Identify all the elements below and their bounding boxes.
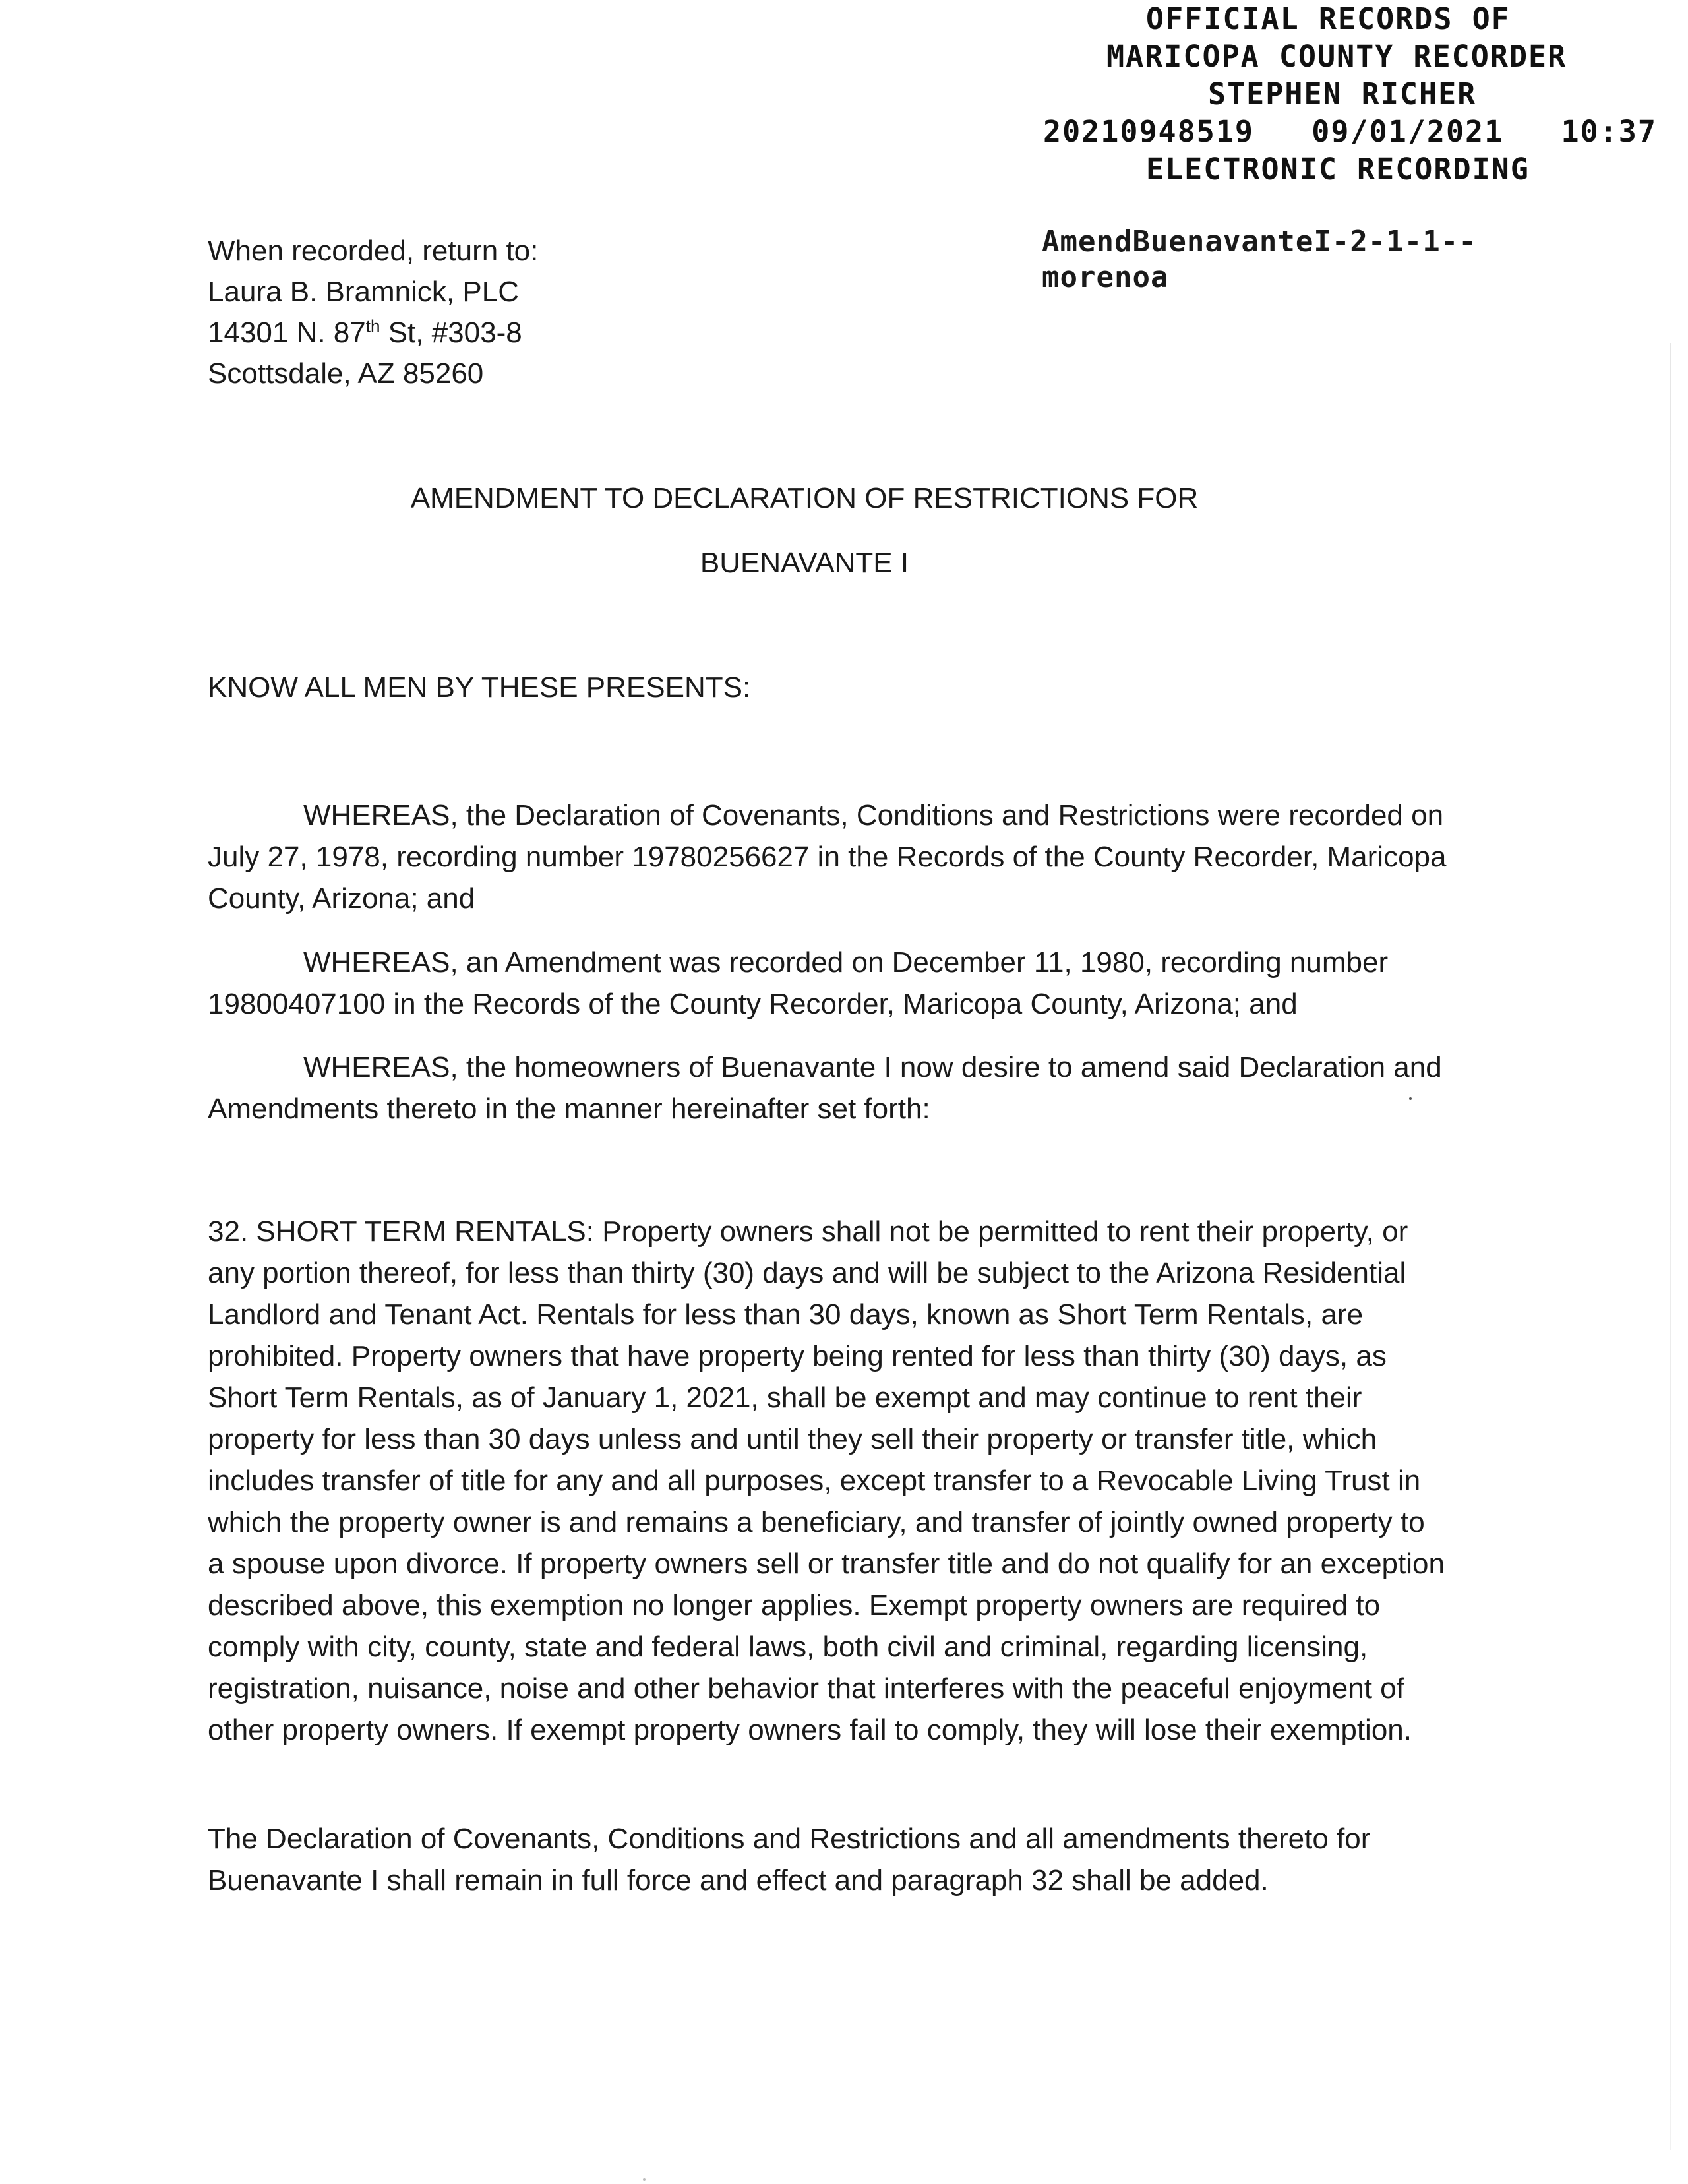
return-name: Laura B. Bramnick, PLC: [208, 276, 519, 308]
whereas-paragraph-1: WHEREAS, the Declaration of Covenants, Conditions and Restrictions were recorded on July 27, 1978, recording number 19780256627 in the Records of the County Recorder, Maricopa County, Arizona; and: [208, 799, 1447, 915]
stamp-line-recording-number-date: 20210948519 09/01/2021 10:37: [1043, 114, 1657, 149]
preamble: KNOW ALL MEN BY THESE PRESENTS:: [208, 671, 751, 704]
recorder-stamp: [1015, 0, 1688, 188]
doc-code-line-1: AmendBuenavanteI-2-1-1--: [1042, 225, 1477, 258]
document-subtitle: BUENAVANTE I: [700, 547, 909, 579]
return-city: Scottsdale, AZ 85260: [208, 357, 484, 390]
document-code: [1042, 224, 1635, 295]
scan-speck: [643, 2178, 646, 2181]
return-address-prefix: 14301 N. 87: [208, 317, 366, 349]
whereas-paragraph-2: WHEREAS, an Amendment was recorded on December 11, 1980, recording number 19800407100 in the Records of the County Recorder, Maricopa County, Arizona; and: [208, 946, 1389, 1020]
stamp-line-recorder-name: STEPHEN RICHER: [1208, 76, 1477, 111]
stamp-line-electronic-recording: ELECTRONIC RECORDING: [1146, 152, 1530, 187]
return-address-sup: th: [365, 316, 380, 336]
doc-code-line-2: morenoa: [1042, 260, 1169, 294]
section-32-paragraph: 32. SHORT TERM RENTALS: Property owners shall not be permitted to rent their property, or any portion thereof, for less than thirty (30) days and will be subject to the Arizona Residential Landlord and Tenant Act. Rentals for less than 30 days, known as Short Term Rentals, are prohibited. Property owners that have property being rented for less than thirty (30) days, as Short Term Rentals, as of January 1, 2021, shall be exempt and may continue to rent their property for less than 30 days unless and until they sell their property or transfer title, which includes transfer of title for any and all purposes, except transfer to a Revocable Living Trust in which the property owner is and remains a beneficiary, and transfer of jointly owned property to a spouse upon divorce. If property owners sell or transfer title and do not qualify for an exception described above, this exemption no longer applies. Exempt property owners are required to comply with city, county, state and federal laws, both civil and criminal, regarding licensing, registration, nuisance, noise and other behavior that interferes with the peaceful enjoyment of other property owners. If exempt property owners fail to comply, they will lose their exemption.: [208, 1215, 1445, 1746]
stamp-line-county-recorder: MARICOPA COUNTY RECORDER: [1106, 39, 1567, 74]
return-heading: When recorded, return to:: [208, 235, 539, 267]
return-address: [208, 313, 801, 353]
return-address-suffix: St, #303-8: [380, 317, 522, 349]
closing-paragraph: The Declaration of Covenants, Conditions and Restrictions and all amendments thereto for Buenavante I shall remain in full force and effect and paragraph 32 shall be added.: [208, 1823, 1371, 1896]
stamp-line-official-records: OFFICIAL RECORDS OF: [1146, 1, 1511, 36]
scan-margin-line: [1670, 343, 1671, 2150]
scan-speck: [1409, 1097, 1412, 1100]
document-title: AMENDMENT TO DECLARATION OF RESTRICTIONS FOR: [410, 482, 1199, 514]
whereas-paragraph-3: WHEREAS, the homeowners of Buenavante I now desire to amend said Declaration and Amendments thereto in the manner hereinafter set forth:: [208, 1051, 1442, 1125]
return-address-block: [208, 231, 801, 394]
